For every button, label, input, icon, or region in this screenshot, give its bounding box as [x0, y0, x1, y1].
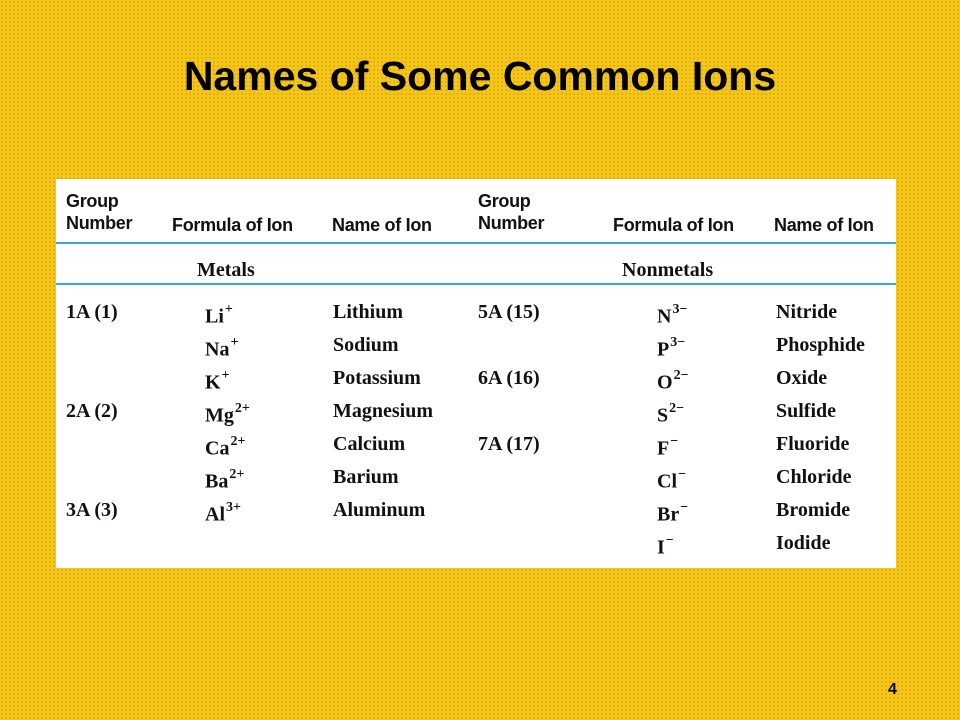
header-group-number-right: [478, 190, 544, 234]
ion-symbol: Na: [205, 338, 230, 361]
section-nonmetals: Nonmetals: [622, 259, 714, 281]
slide-title: Names of Some Common Ions: [183, 53, 777, 99]
ion-formula-cell: [205, 300, 233, 329]
ion-charge: 2+: [230, 434, 246, 449]
ion-symbol: O: [657, 371, 673, 394]
ion-formula-cell: [205, 399, 250, 428]
header-name-right: Name of Ion: [774, 215, 874, 235]
ion-symbol: N: [657, 305, 672, 328]
ion-charge: −: [670, 434, 679, 449]
ion-charge: 2+: [234, 401, 250, 416]
ion-charge: −: [678, 467, 686, 482]
ion-formula-cell: [205, 333, 238, 362]
ion-symbol: Al: [205, 503, 225, 526]
ion-symbol: Mg: [205, 404, 234, 427]
ion-name-cell: Potassium: [333, 367, 421, 389]
group-number-cell: 7A (17): [478, 433, 540, 455]
group-number-cell: 1A (1): [66, 301, 118, 323]
ion-formula-cell: [657, 498, 688, 527]
header-formula-left: Formula of Ion: [172, 215, 293, 235]
group-number-cell: 2A (2): [66, 400, 118, 422]
ion-charge: −: [665, 533, 674, 548]
ion-charge: +: [224, 302, 233, 317]
ion-name-cell: Fluoride: [776, 433, 850, 455]
ion-name-cell: Barium: [333, 466, 399, 488]
ion-name-cell: Aluminum: [333, 499, 426, 521]
ion-charge: 3−: [672, 302, 688, 317]
group-number-cell: 6A (16): [478, 367, 540, 389]
section-rule: [56, 283, 896, 285]
group-number-cell: 5A (15): [478, 301, 540, 323]
ion-name-cell: Sulfide: [776, 400, 837, 422]
ion-formula-cell: [657, 432, 678, 461]
ion-symbol: Li: [205, 305, 224, 328]
group-number-cell: 3A (3): [66, 499, 118, 521]
header-name-left: Name of Ion: [332, 215, 432, 235]
ion-charge: 2+: [229, 467, 245, 482]
header-group-line2: Number: [478, 213, 545, 233]
ion-name-cell: Magnesium: [333, 400, 433, 422]
ion-name-cell: Sodium: [333, 334, 399, 356]
ion-symbol: Br: [657, 503, 680, 526]
ion-symbol: K: [205, 371, 221, 394]
ion-charge: 3+: [226, 500, 241, 515]
page-number: 4: [888, 681, 897, 698]
ion-charge: 2−: [669, 401, 685, 416]
ion-name-cell: Iodide: [776, 532, 831, 554]
ion-name-cell: Phosphide: [776, 334, 865, 356]
ion-symbol: P: [657, 338, 670, 361]
ion-symbol: Ba: [205, 470, 229, 493]
ion-formula-cell: [657, 531, 674, 560]
ion-formula-cell: [205, 366, 230, 395]
ion-formula-cell: [205, 465, 244, 494]
header-group-line1: Group: [478, 191, 531, 211]
header-rule: [56, 242, 896, 244]
ion-formula-cell: [205, 432, 245, 461]
ion-charge: +: [230, 335, 239, 350]
ion-name-cell: Lithium: [333, 301, 404, 323]
header-group-line2: Number: [66, 213, 133, 233]
ion-name-cell: Calcium: [333, 433, 406, 455]
ion-name-cell: Bromide: [776, 499, 851, 521]
header-formula-right: Formula of Ion: [613, 215, 734, 235]
ion-charge: 2−: [673, 368, 689, 383]
header-group-number-left: [66, 190, 132, 234]
section-metals: Metals: [197, 259, 255, 281]
ion-symbol: Ca: [205, 437, 230, 460]
ion-formula-cell: [657, 399, 684, 428]
ion-symbol: I: [657, 536, 665, 559]
ion-formula-cell: [205, 498, 241, 527]
ion-formula-cell: [657, 465, 686, 494]
ion-formula-cell: [657, 300, 687, 329]
ion-name-cell: Chloride: [776, 466, 852, 488]
ion-charge: 3−: [670, 335, 686, 350]
ion-charge: −: [680, 500, 689, 515]
ion-table: [56, 179, 896, 568]
ion-symbol: S: [657, 404, 669, 427]
ion-charge: +: [221, 368, 230, 383]
ion-symbol: Cl: [657, 470, 677, 493]
header-group-line1: Group: [66, 191, 119, 211]
ion-formula-cell: [657, 366, 689, 395]
ion-symbol: F: [657, 437, 670, 460]
ion-name-cell: Nitride: [776, 301, 838, 323]
ion-formula-cell: [657, 333, 685, 362]
ion-name-cell: Oxide: [776, 367, 828, 389]
